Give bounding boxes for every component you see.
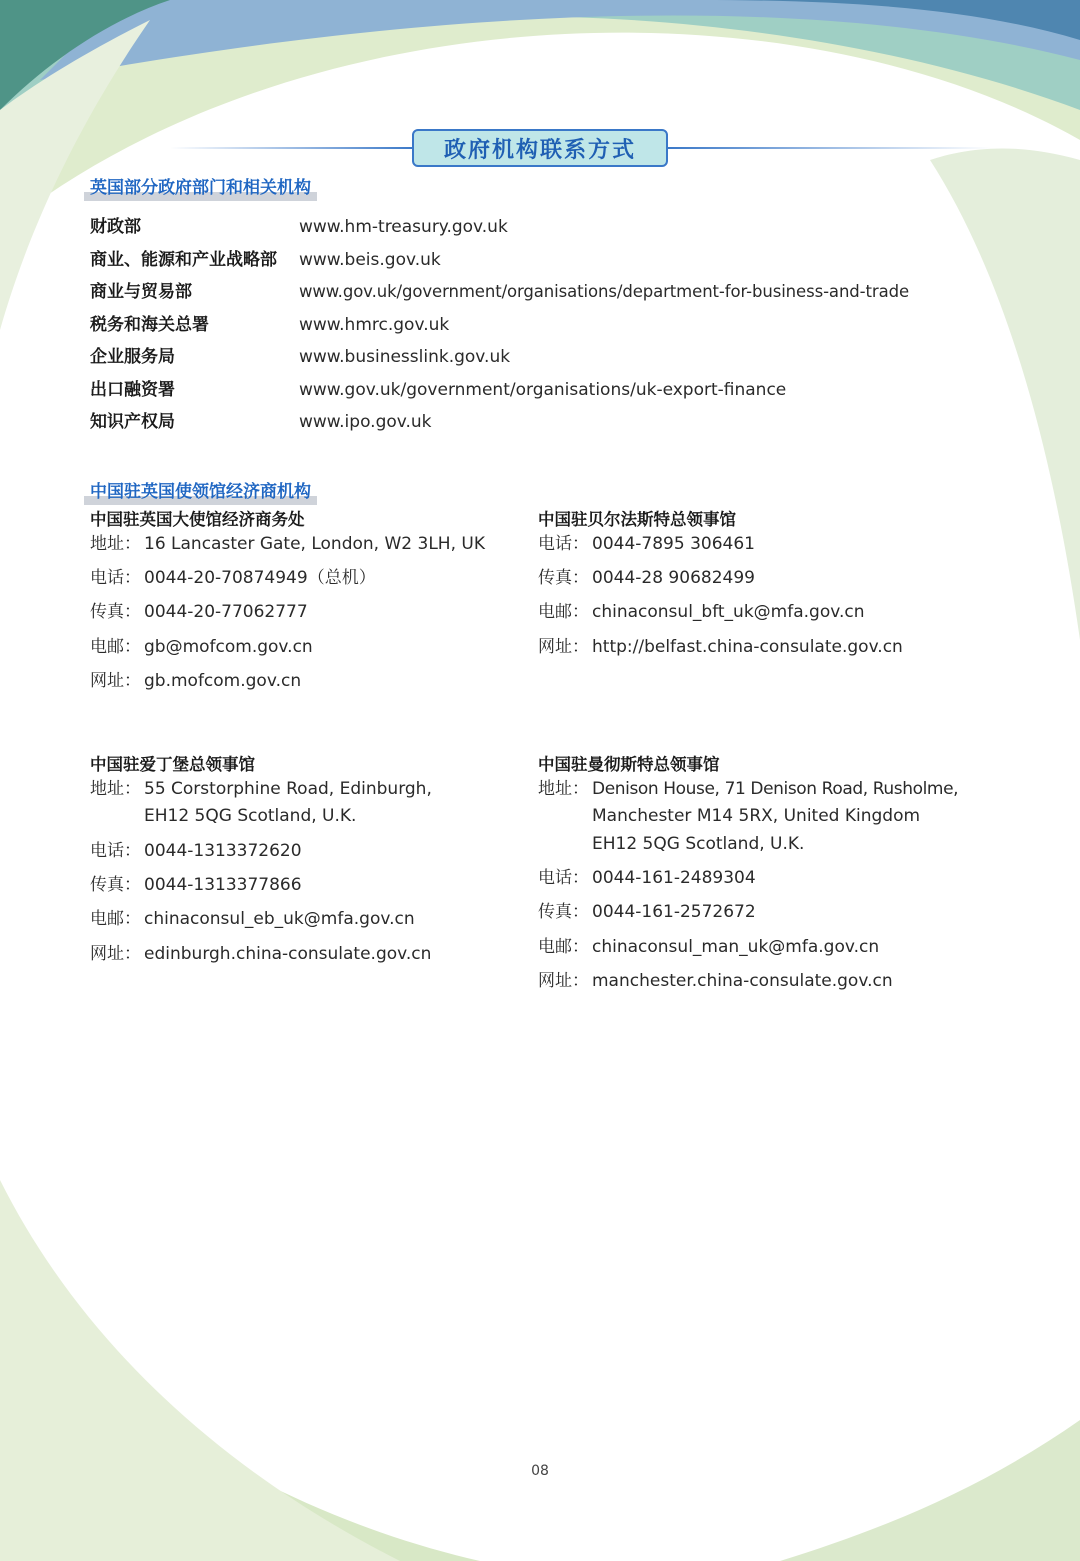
office-phone <box>538 867 756 889</box>
office-phone <box>90 567 376 589</box>
agency-url[interactable]: www.hmrc.gov.uk <box>299 315 450 335</box>
agency-name: 商业与贸易部 <box>90 282 192 302</box>
web-label: 网址： <box>538 637 589 657</box>
office-name: 中国驻贝尔法斯特总领事馆 <box>538 510 736 529</box>
office-email <box>538 601 865 623</box>
fax-value: 0044-28 90682499 <box>592 568 755 588</box>
fax-label: 传真： <box>90 602 141 622</box>
web-value[interactable]: manchester.china-consulate.gov.cn <box>592 971 893 991</box>
address-line: EH12 5QG Scotland, U.K. <box>592 834 805 854</box>
office-name: 中国驻英国大使馆经济商务处 <box>90 510 305 529</box>
section-heading-uk-agencies: 英国部分政府部门和相关机构 <box>84 177 317 199</box>
office-fax <box>538 567 755 589</box>
office-address <box>90 778 432 800</box>
agency-url[interactable]: www.gov.uk/government/organisations/department-for-business-and-trade <box>299 282 910 301</box>
agency-url[interactable]: www.beis.gov.uk <box>299 250 441 270</box>
page-number: 08 <box>531 1463 549 1479</box>
agency-url[interactable]: www.gov.uk/government/organisations/uk-export-finance <box>299 380 787 400</box>
email-label: 电邮： <box>538 602 589 622</box>
phone-value: 0044-161-2489304 <box>592 868 756 888</box>
web-value[interactable]: http://belfast.china-consulate.gov.cn <box>592 637 903 657</box>
phone-label: 电话： <box>538 534 589 554</box>
office-address <box>538 778 958 800</box>
phone-label: 电话： <box>90 841 141 861</box>
fax-value: 0044-161-2572672 <box>592 902 756 922</box>
fax-label: 传真： <box>90 875 141 895</box>
office-name: 中国驻爱丁堡总领事馆 <box>90 755 255 774</box>
email-value[interactable]: chinaconsul_man_uk@mfa.gov.cn <box>592 937 880 957</box>
email-label: 电邮： <box>90 909 141 929</box>
agency-name: 知识产权局 <box>90 412 175 432</box>
fax-value: 0044-1313377866 <box>144 875 302 895</box>
web-value[interactable]: edinburgh.china-consulate.gov.cn <box>144 944 432 964</box>
address-line: Denison House, 71 Denison Road, Rusholme, <box>592 779 959 799</box>
address-line: EH12 5QG Scotland, U.K. <box>144 806 357 826</box>
address-value: 16 Lancaster Gate, London, W2 3LH, UK <box>144 534 485 554</box>
office-address <box>90 533 485 555</box>
agency-name: 出口融资署 <box>90 380 175 400</box>
title-rule-left <box>170 147 415 149</box>
section-heading-chinese-missions: 中国驻英国使领馆经济商机构 <box>84 481 317 503</box>
agency-name: 企业服务局 <box>90 347 175 367</box>
office-website <box>90 943 431 965</box>
phone-label: 电话： <box>90 568 141 588</box>
web-label: 网址： <box>90 671 141 691</box>
office-consulate-manchester <box>538 754 978 991</box>
fax-label: 传真： <box>538 568 589 588</box>
web-value[interactable]: gb.mofcom.gov.cn <box>144 671 302 691</box>
office-consulate-belfast <box>538 509 978 657</box>
office-email <box>538 936 879 958</box>
office-fax <box>538 901 756 923</box>
office-website <box>538 970 893 992</box>
phone-label: 电话： <box>538 868 589 888</box>
email-value[interactable]: chinaconsul_bft_uk@mfa.gov.cn <box>592 602 865 622</box>
address-label: 地址： <box>90 534 141 554</box>
agency-name: 商业、能源和产业战略部 <box>90 250 277 270</box>
agency-url[interactable]: www.hm-treasury.gov.uk <box>299 217 508 237</box>
web-label: 网址： <box>90 944 141 964</box>
fax-value: 0044-20-77062777 <box>144 602 308 622</box>
agency-url[interactable]: www.ipo.gov.uk <box>299 412 432 432</box>
fax-label: 传真： <box>538 902 589 922</box>
address-label: 地址： <box>538 779 589 799</box>
phone-value: 0044-20-70874949（总机） <box>144 568 376 588</box>
office-email <box>90 636 313 658</box>
office-phone <box>90 840 302 862</box>
address-line: 55 Corstorphine Road, Edinburgh, <box>144 779 432 799</box>
office-email <box>90 908 415 930</box>
office-name: 中国驻曼彻斯特总领事馆 <box>538 755 720 774</box>
phone-value: 0044-7895 306461 <box>592 534 755 554</box>
office-phone <box>538 533 755 555</box>
email-value[interactable]: gb@mofcom.gov.cn <box>144 637 313 657</box>
agency-name: 税务和海关总署 <box>90 315 209 335</box>
office-embassy-london <box>90 509 520 691</box>
office-fax <box>90 601 308 623</box>
email-value[interactable]: chinaconsul_eb_uk@mfa.gov.cn <box>144 909 415 929</box>
email-label: 电邮： <box>538 937 589 957</box>
email-label: 电邮： <box>90 637 141 657</box>
agency-name: 财政部 <box>90 217 141 237</box>
agency-url[interactable]: www.businesslink.gov.uk <box>299 347 511 367</box>
office-website <box>538 636 903 658</box>
phone-value: 0044-1313372620 <box>144 841 302 861</box>
title-rule-right <box>666 147 991 149</box>
page-title-block <box>0 128 1080 168</box>
web-label: 网址： <box>538 971 589 991</box>
office-consulate-edinburgh <box>90 754 520 964</box>
office-fax <box>90 874 302 896</box>
address-line: Manchester M14 5RX, United Kingdom <box>592 806 921 826</box>
office-website <box>90 670 301 692</box>
page-title: 政府机构联系方式 <box>412 129 668 167</box>
address-label: 地址： <box>90 779 141 799</box>
